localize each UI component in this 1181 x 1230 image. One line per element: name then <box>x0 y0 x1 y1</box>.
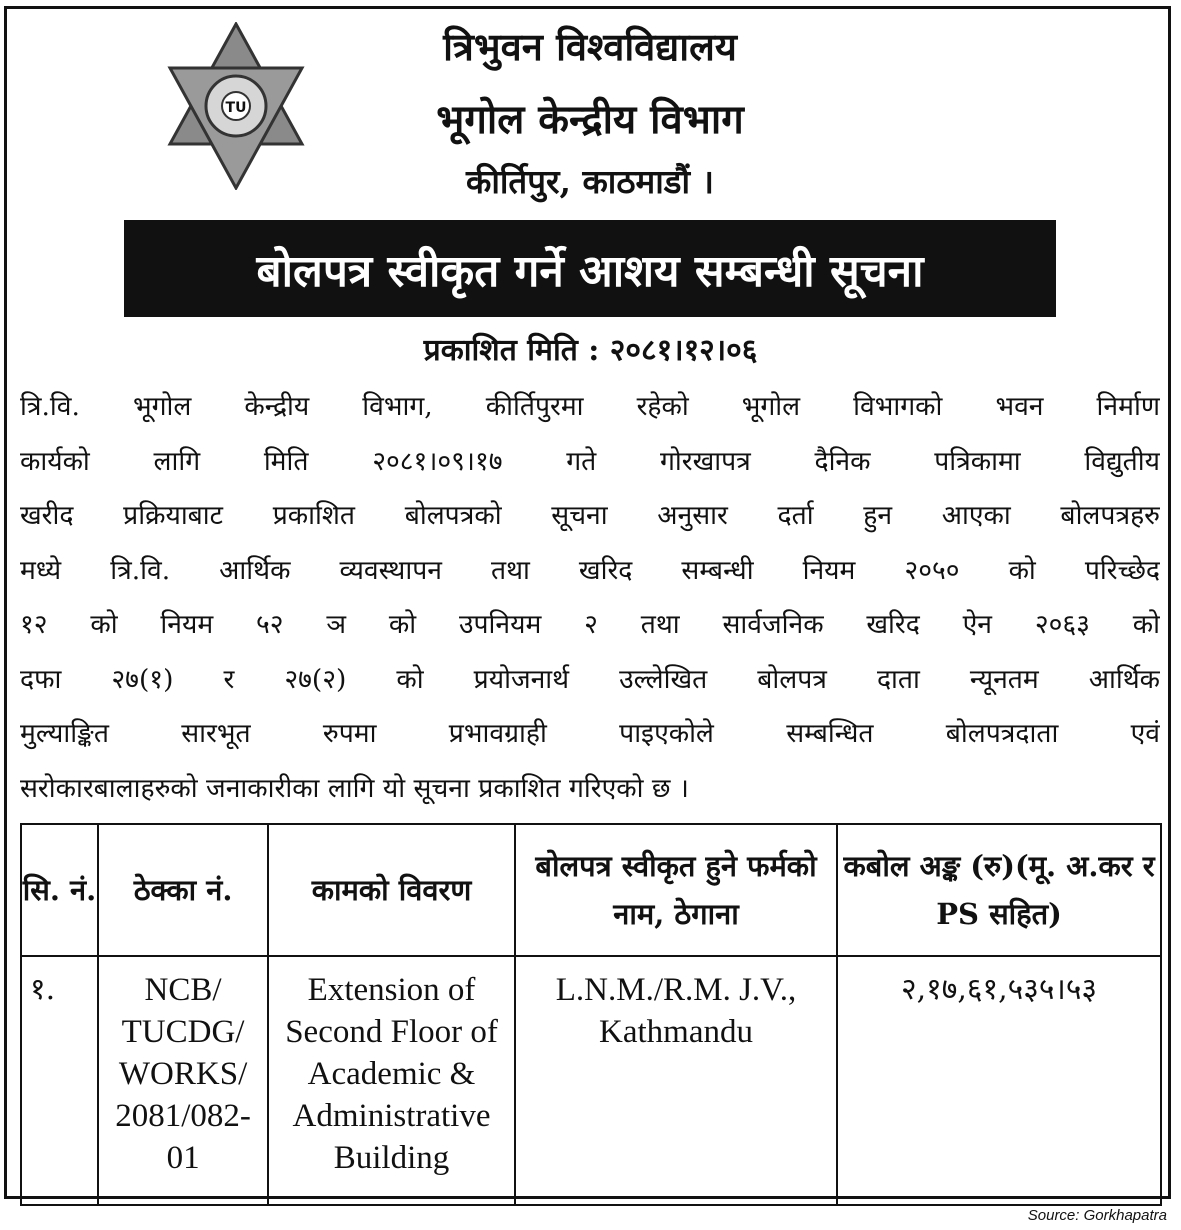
body-line: सरोकारबालाहरुको जनाकारीका लागि यो सूचना प्रकाशित गरिएको छ । <box>20 772 689 804</box>
body-line: मध्ये त्रि.वि. आर्थिक व्यवस्थापन तथा खरिद सम्बन्धी नियम २०५० को परिच्छेद <box>20 554 1160 586</box>
award-table <box>20 823 1162 1206</box>
body-line: त्रि.वि. भूगोल केन्द्रीय विभाग, कीर्तिपुरमा रहेको भूगोल विभागको भवन निर्माण <box>20 391 1160 422</box>
university-name: त्रिभुवन विश्वविद्यालय <box>443 24 737 69</box>
cell-description: Extension of Second Floor of Academic & Administrative Building <box>268 956 515 1205</box>
cell-firm: L.N.M./R.M. J.V., Kathmandu <box>515 956 837 1205</box>
body-line: दफा २७(१) र २७(२) को प्रयोजनार्थ उल्लेखित बोलपत्र दाता न्यूनतम आर्थिक <box>20 663 1160 695</box>
header-firm: बोलपत्र स्वीकृत हुने फर्मको नाम, ठेगाना <box>515 824 837 956</box>
body-line: खरीद प्रक्रियाबाट प्रकाशित बोलपत्रको सूचना अनुसार दर्ता हुन आएका बोलपत्रहरु <box>20 500 1160 531</box>
header-sn: सि. नं. <box>21 824 98 956</box>
notice-title-banner <box>124 220 1056 317</box>
location: कीर्तिपुर, काठमाडौं । <box>465 162 714 201</box>
notice-title: बोलपत्र स्वीकृत गर्ने आशय सम्बन्धी सूचना <box>256 245 924 297</box>
department-name: भूगोल केन्द्रीय विभाग <box>436 96 744 143</box>
cell-sn: १. <box>21 956 98 1205</box>
table-row <box>21 956 1161 1205</box>
source-credit: Source: Gorkhapatra <box>1027 1207 1167 1224</box>
header-contract-no: ठेक्का नं. <box>98 824 268 956</box>
body-line: कार्यको लागि मिति २०८१।०९।१७ गते गोरखापत्र दैनिक पत्रिकामा विद्युतीय <box>20 445 1160 477</box>
logo-text: TU <box>225 100 247 116</box>
tu-star-logo-icon <box>162 22 310 190</box>
cell-contract-no: NCB/ TUCDG/ WORKS/ 2081/082- 01 <box>98 956 268 1205</box>
table-header-row <box>21 824 1161 956</box>
body-line: १२ को नियम ५२ ञ को उपनियम २ तथा सार्वजनिक खरिद ऐन २०६३ को <box>20 609 1160 640</box>
body-line: मुल्याङ्कित सारभूत रुपमा प्रभावग्राही पाइएकोले सम्बन्धित बोलपत्रदाता एवं <box>20 718 1160 749</box>
header-description: कामको विवरण <box>268 824 515 956</box>
cell-amount: २,१७,६१,५३५।५३ <box>837 956 1161 1205</box>
published-date: प्रकाशित मिति : २०८१।१२।०६ <box>423 333 758 368</box>
notice-body <box>20 380 1160 816</box>
header-amount: कबोल अङ्क (रु)(मू. अ.कर र PS सहित) <box>837 824 1161 956</box>
